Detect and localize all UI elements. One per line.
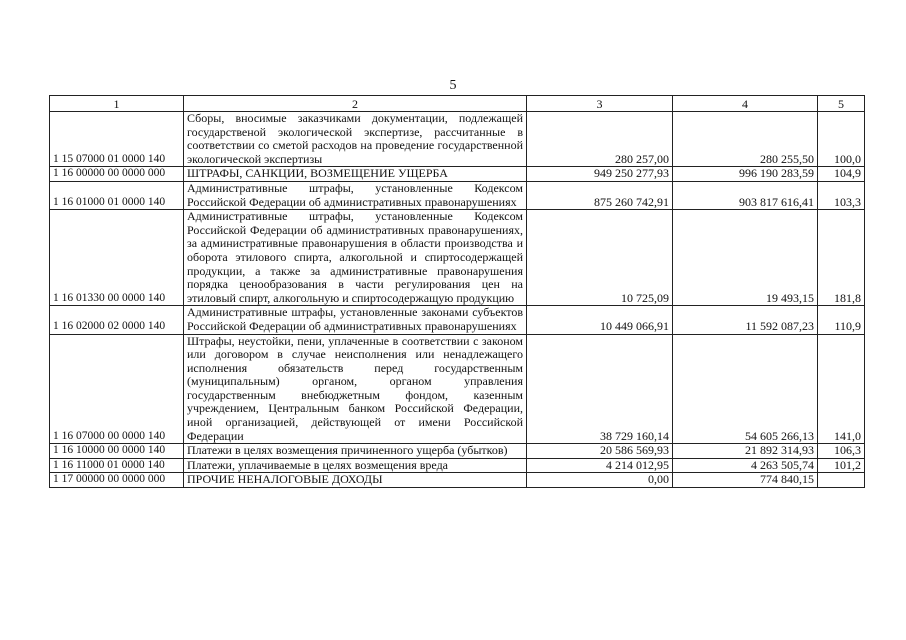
table-row	[50, 167, 865, 182]
table-row	[50, 334, 865, 444]
row-code: 1 16 00000 00 0000 000	[50, 167, 184, 182]
row-percent: 100,0	[818, 112, 865, 167]
row-col3-value: 875 260 742,91	[527, 181, 673, 209]
row-code: 1 16 10000 00 0000 140	[50, 444, 184, 459]
row-percent: 104,9	[818, 167, 865, 182]
row-description: ПРОЧИЕ НЕНАЛОГОВЫЕ ДОХОДЫ	[184, 473, 527, 488]
row-col4-value: 996 190 283,59	[673, 167, 818, 182]
header-col-5: 5	[818, 96, 865, 112]
row-col3-value: 949 250 277,93	[527, 167, 673, 182]
header-col-1: 1	[50, 96, 184, 112]
table-header-row	[50, 96, 865, 112]
header-col-2: 2	[184, 96, 527, 112]
row-percent	[818, 473, 865, 488]
table-row	[50, 181, 865, 209]
table-row	[50, 444, 865, 459]
row-description: Платежи в целях возмещения причиненного ущерба (убытков)	[184, 444, 527, 459]
row-code: 1 15 07000 01 0000 140	[50, 112, 184, 167]
header-col-3: 3	[527, 96, 673, 112]
row-col4-value: 774 840,15	[673, 473, 818, 488]
row-description: Сборы, вносимые заказчиками документации, подлежащей государственой экологической экспертизе, рассчитанные в соответствии со сметой расходов на проведение государственной экологической экспертизы	[184, 112, 527, 167]
row-col4-value: 54 605 266,13	[673, 334, 818, 444]
row-percent: 181,8	[818, 210, 865, 306]
row-col3-value: 10 725,09	[527, 210, 673, 306]
row-percent: 103,3	[818, 181, 865, 209]
row-percent: 101,2	[818, 458, 865, 473]
row-col3-value: 38 729 160,14	[527, 334, 673, 444]
revenue-table	[49, 95, 865, 488]
row-col4-value: 4 263 505,74	[673, 458, 818, 473]
row-code: 1 16 02000 02 0000 140	[50, 306, 184, 334]
row-description: Административные штрафы, установленные Кодексом Российской Федерации об административных правонарушениях	[184, 181, 527, 209]
table-row	[50, 458, 865, 473]
row-code: 1 16 07000 00 0000 140	[50, 334, 184, 444]
row-code: 1 16 01000 01 0000 140	[50, 181, 184, 209]
row-col4-value: 280 255,50	[673, 112, 818, 167]
row-percent: 106,3	[818, 444, 865, 459]
row-col3-value: 0,00	[527, 473, 673, 488]
table-row	[50, 306, 865, 334]
row-col4-value: 903 817 616,41	[673, 181, 818, 209]
row-description: Административные штрафы, установленные Кодексом Российской Федерации об административных правонарушениях, за административные правонарушения в области производства и оборота этилового спирта, алкогольной и спиртосодержащей продукции, а также за административные правонарушения порядка ценообразования в части регулирования цен на этиловый спирт, алкогольную и спиртосодержащую продукцию	[184, 210, 527, 306]
page-number: 5	[449, 78, 457, 93]
row-col4-value: 19 493,15	[673, 210, 818, 306]
table-row	[50, 473, 865, 488]
row-percent: 141,0	[818, 334, 865, 444]
row-description: Административные штрафы, установленные законами субъектов Российской Федерации об административных правонарушениях	[184, 306, 527, 334]
row-description: Штрафы, неустойки, пени, уплаченные в соответствии с законом или договором в случае неисполнения или ненадлежащего исполнения обязательств перед государственным (муниципальным) органом, органом управления государственным внебюджетным фондом, казенным учреждением, Центральным банком Российской Федерации, иной организацией, действующей от имени Российской Федерации	[184, 334, 527, 444]
row-col3-value: 280 257,00	[527, 112, 673, 167]
row-col3-value: 4 214 012,95	[527, 458, 673, 473]
table-row	[50, 112, 865, 167]
row-col4-value: 11 592 087,23	[673, 306, 818, 334]
row-code: 1 16 11000 01 0000 140	[50, 458, 184, 473]
row-description: ШТРАФЫ, САНКЦИИ, ВОЗМЕЩЕНИЕ УЩЕРБА	[184, 167, 527, 182]
row-col3-value: 10 449 066,91	[527, 306, 673, 334]
header-col-4: 4	[673, 96, 818, 112]
row-percent: 110,9	[818, 306, 865, 334]
row-description: Платежи, уплачиваемые в целях возмещения вреда	[184, 458, 527, 473]
row-code: 1 16 01330 00 0000 140	[50, 210, 184, 306]
row-col4-value: 21 892 314,93	[673, 444, 818, 459]
row-col3-value: 20 586 569,93	[527, 444, 673, 459]
table-row	[50, 210, 865, 306]
row-code: 1 17 00000 00 0000 000	[50, 473, 184, 488]
